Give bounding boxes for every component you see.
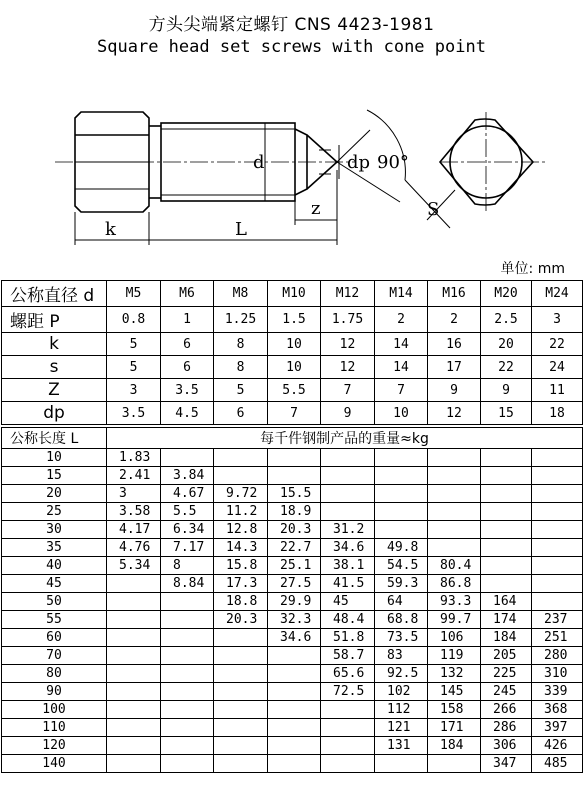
weight-cell: 347 (481, 755, 532, 773)
spec-row (2, 402, 583, 425)
spec-row-label: 公称直径 d (2, 281, 107, 307)
spec-row-label: Z (2, 379, 107, 402)
weight-cell: 119 (428, 647, 481, 665)
spec-cell: 4.5 (161, 402, 214, 425)
weight-cell (428, 521, 481, 539)
spec-cell: M10 (268, 281, 321, 307)
spec-cell: 5 (107, 333, 161, 356)
weight-cell: 9.72 (214, 485, 268, 503)
spec-cell: M12 (321, 281, 375, 307)
weight-cell: 426 (532, 737, 583, 755)
weight-cell: 286 (481, 719, 532, 737)
weight-row (2, 611, 583, 629)
weight-cell (532, 521, 583, 539)
weight-cell (268, 647, 321, 665)
weight-cell (214, 719, 268, 737)
weight-cell (428, 539, 481, 557)
spec-cell: 17 (428, 356, 481, 379)
spec-cell: 7 (375, 379, 428, 402)
weight-cell: 368 (532, 701, 583, 719)
weight-cell: 65.6 (321, 665, 375, 683)
weight-cell: 17.3 (214, 575, 268, 593)
spec-cell: 14 (375, 333, 428, 356)
spec-cell: 24 (532, 356, 583, 379)
weight-cell (161, 593, 214, 611)
weight-cell (107, 593, 161, 611)
spec-row-label: dp (2, 402, 107, 425)
weight-cell: 72.5 (321, 683, 375, 701)
weight-cell (214, 665, 268, 683)
weight-row (2, 557, 583, 575)
weight-cell: 485 (532, 755, 583, 773)
weight-cell: 34.6 (268, 629, 321, 647)
weight-row (2, 575, 583, 593)
weight-cell (214, 647, 268, 665)
weight-cell (268, 467, 321, 485)
weight-length-cell: 25 (2, 503, 107, 521)
weight-length-cell: 20 (2, 485, 107, 503)
weight-cell (214, 467, 268, 485)
weight-length-cell: 10 (2, 449, 107, 467)
weight-length-cell: 45 (2, 575, 107, 593)
weight-cell: 29.9 (268, 593, 321, 611)
weight-cell: 45 (321, 593, 375, 611)
weight-cell (268, 683, 321, 701)
weight-row (2, 755, 583, 773)
weight-cell: 86.8 (428, 575, 481, 593)
weight-cell (214, 755, 268, 773)
spec-cell: 5 (214, 379, 268, 402)
weight-cell: 145 (428, 683, 481, 701)
weight-cell: 7.17 (161, 539, 214, 557)
weight-cell: 93.3 (428, 593, 481, 611)
weight-header-row (2, 428, 583, 449)
weight-cell (532, 575, 583, 593)
weight-row (2, 485, 583, 503)
weight-cell (481, 557, 532, 575)
weight-header: 每千件钢制产品的重量≈kg (107, 428, 583, 449)
weight-row (2, 737, 583, 755)
weight-cell: 68.8 (375, 611, 428, 629)
weight-cell (107, 719, 161, 737)
spec-cell: 0.8 (107, 307, 161, 333)
weight-cell (268, 449, 321, 467)
spec-cell: 1.5 (268, 307, 321, 333)
weight-cell (107, 683, 161, 701)
weight-length-cell: 80 (2, 665, 107, 683)
weight-cell (268, 719, 321, 737)
weight-cell (532, 467, 583, 485)
weight-cell (481, 521, 532, 539)
weight-cell (375, 755, 428, 773)
spec-row (2, 379, 583, 402)
weight-cell (107, 737, 161, 755)
weight-cell: 31.2 (321, 521, 375, 539)
weight-cell (161, 701, 214, 719)
spec-row-label: 螺距 P (2, 307, 107, 333)
weight-cell: 15.5 (268, 485, 321, 503)
weight-cell (214, 701, 268, 719)
label-L: L (235, 219, 247, 240)
weight-length-cell: 140 (2, 755, 107, 773)
weight-cell (161, 755, 214, 773)
weight-length-cell: 50 (2, 593, 107, 611)
spec-cell: M20 (481, 281, 532, 307)
weight-cell (107, 629, 161, 647)
spec-cell: 1.75 (321, 307, 375, 333)
weight-cell (428, 467, 481, 485)
weight-cell (321, 701, 375, 719)
weight-cell: 251 (532, 629, 583, 647)
weight-table (1, 427, 583, 773)
weight-cell: 92.5 (375, 665, 428, 683)
weight-cell (161, 647, 214, 665)
spec-cell: 15 (481, 402, 532, 425)
weight-cell (321, 719, 375, 737)
spec-cell: 8 (214, 356, 268, 379)
weight-cell: 32.3 (268, 611, 321, 629)
weight-cell: 48.4 (321, 611, 375, 629)
spec-cell: 22 (481, 356, 532, 379)
spec-cell: 3.5 (161, 379, 214, 402)
weight-cell: 58.7 (321, 647, 375, 665)
weight-cell: 12.8 (214, 521, 268, 539)
weight-cell: 6.34 (161, 521, 214, 539)
weight-cell (532, 593, 583, 611)
weight-cell (375, 503, 428, 521)
weight-cell (268, 755, 321, 773)
weight-cell (481, 467, 532, 485)
spec-cell: 1 (161, 307, 214, 333)
label-d: d (253, 152, 265, 173)
spec-cell: 5 (107, 356, 161, 379)
spec-cell: 22 (532, 333, 583, 356)
spec-row-label: s (2, 356, 107, 379)
weight-cell: 112 (375, 701, 428, 719)
weight-cell: 171 (428, 719, 481, 737)
weight-length-cell: 120 (2, 737, 107, 755)
weight-cell: 205 (481, 647, 532, 665)
weight-cell: 339 (532, 683, 583, 701)
weight-cell: 11.2 (214, 503, 268, 521)
weight-cell: 59.3 (375, 575, 428, 593)
spec-cell: 11 (532, 379, 583, 402)
weight-cell (481, 449, 532, 467)
weight-cell (107, 665, 161, 683)
weight-cell: 5.34 (107, 557, 161, 575)
weight-cell (481, 539, 532, 557)
weight-cell: 15.8 (214, 557, 268, 575)
weight-cell: 41.5 (321, 575, 375, 593)
weight-cell: 237 (532, 611, 583, 629)
weight-cell: 83 (375, 647, 428, 665)
weight-cell: 8.84 (161, 575, 214, 593)
spec-row (2, 333, 583, 356)
weight-cell: 64 (375, 593, 428, 611)
spec-cell: 18 (532, 402, 583, 425)
weight-cell (321, 755, 375, 773)
weight-cell: 4.17 (107, 521, 161, 539)
weight-cell: 4.67 (161, 485, 214, 503)
spec-cell: M8 (214, 281, 268, 307)
weight-cell: 20.3 (268, 521, 321, 539)
weight-cell: 1.83 (107, 449, 161, 467)
weight-cell (214, 449, 268, 467)
weight-length-cell: 60 (2, 629, 107, 647)
weight-cell (161, 611, 214, 629)
weight-row (2, 683, 583, 701)
weight-cell (428, 755, 481, 773)
weight-length-cell: 110 (2, 719, 107, 737)
weight-cell: 245 (481, 683, 532, 701)
weight-cell (161, 449, 214, 467)
weight-length-cell: 70 (2, 647, 107, 665)
weight-row (2, 701, 583, 719)
weight-cell (321, 485, 375, 503)
spec-row-label: k (2, 333, 107, 356)
weight-cell: 38.1 (321, 557, 375, 575)
spec-cell: 12 (321, 356, 375, 379)
spec-cell: 10 (375, 402, 428, 425)
spec-cell: M16 (428, 281, 481, 307)
unit-label: 单位: mm (500, 261, 565, 277)
spec-cell: 9 (481, 379, 532, 402)
label-angle: 90° (377, 152, 409, 173)
weight-cell: 49.8 (375, 539, 428, 557)
spec-table (1, 280, 583, 425)
weight-row (2, 593, 583, 611)
weight-cell: 4.76 (107, 539, 161, 557)
weight-row (2, 539, 583, 557)
weight-length-cell: 35 (2, 539, 107, 557)
weight-cell: 54.5 (375, 557, 428, 575)
spec-cell: M24 (532, 281, 583, 307)
weight-cell: 184 (428, 737, 481, 755)
weight-cell (107, 647, 161, 665)
weight-cell: 106 (428, 629, 481, 647)
weight-cell: 280 (532, 647, 583, 665)
spec-cell: M14 (375, 281, 428, 307)
spec-row (2, 307, 583, 333)
weight-cell: 131 (375, 737, 428, 755)
weight-cell: 3 (107, 485, 161, 503)
length-header: 公称长度 L (2, 428, 107, 449)
spec-cell: 8 (214, 333, 268, 356)
spec-row (2, 356, 583, 379)
weight-row (2, 719, 583, 737)
weight-cell (321, 467, 375, 485)
screw-technical-drawing (55, 90, 575, 255)
weight-cell (428, 485, 481, 503)
weight-cell: 121 (375, 719, 428, 737)
weight-cell (481, 575, 532, 593)
spec-cell: 12 (428, 402, 481, 425)
spec-cell: 2.5 (481, 307, 532, 333)
weight-cell: 20.3 (214, 611, 268, 629)
weight-row (2, 647, 583, 665)
spec-cell: 7 (268, 402, 321, 425)
weight-length-cell: 30 (2, 521, 107, 539)
weight-cell (161, 719, 214, 737)
weight-cell (268, 701, 321, 719)
weight-cell: 132 (428, 665, 481, 683)
weight-cell (107, 611, 161, 629)
weight-cell: 184 (481, 629, 532, 647)
label-z: z (311, 198, 321, 219)
weight-cell: 99.7 (428, 611, 481, 629)
spec-cell: 16 (428, 333, 481, 356)
weight-cell: 3.58 (107, 503, 161, 521)
weight-cell: 397 (532, 719, 583, 737)
spec-cell: 6 (161, 333, 214, 356)
weight-cell: 34.6 (321, 539, 375, 557)
weight-cell: 158 (428, 701, 481, 719)
weight-cell: 25.1 (268, 557, 321, 575)
weight-length-cell: 15 (2, 467, 107, 485)
weight-cell (107, 575, 161, 593)
weight-cell: 306 (481, 737, 532, 755)
weight-row (2, 449, 583, 467)
weight-cell (161, 629, 214, 647)
weight-length-cell: 55 (2, 611, 107, 629)
title-english: Square head set screws with cone point (97, 37, 486, 57)
weight-cell: 73.5 (375, 629, 428, 647)
weight-cell: 102 (375, 683, 428, 701)
spec-cell: 3 (107, 379, 161, 402)
weight-cell: 27.5 (268, 575, 321, 593)
weight-cell (107, 701, 161, 719)
spec-cell: 2 (428, 307, 481, 333)
spec-cell: 3 (532, 307, 583, 333)
weight-cell (214, 629, 268, 647)
weight-cell: 8 (161, 557, 214, 575)
weight-cell (481, 485, 532, 503)
weight-row (2, 467, 583, 485)
weight-cell: 5.5 (161, 503, 214, 521)
spec-cell: 6 (214, 402, 268, 425)
weight-cell: 174 (481, 611, 532, 629)
spec-cell: 9 (428, 379, 481, 402)
weight-length-cell: 40 (2, 557, 107, 575)
spec-cell: 10 (268, 333, 321, 356)
spec-cell: M6 (161, 281, 214, 307)
spec-cell: 9 (321, 402, 375, 425)
weight-cell: 18.8 (214, 593, 268, 611)
weight-cell: 266 (481, 701, 532, 719)
weight-row (2, 629, 583, 647)
weight-length-cell: 90 (2, 683, 107, 701)
weight-cell: 2.41 (107, 467, 161, 485)
weight-cell: 310 (532, 665, 583, 683)
weight-row (2, 503, 583, 521)
spec-cell: 6 (161, 356, 214, 379)
weight-cell (375, 485, 428, 503)
spec-cell: 14 (375, 356, 428, 379)
weight-cell: 225 (481, 665, 532, 683)
weight-cell (161, 665, 214, 683)
weight-cell: 80.4 (428, 557, 481, 575)
weight-cell (107, 755, 161, 773)
weight-cell: 14.3 (214, 539, 268, 557)
weight-row (2, 665, 583, 683)
label-k: k (105, 219, 116, 240)
title-chinese: 方头尖端紧定螺钉 CNS 4423-1981 (148, 15, 435, 35)
label-dp: dp (347, 152, 371, 173)
weight-cell (214, 737, 268, 755)
spec-cell: 12 (321, 333, 375, 356)
weight-cell (321, 503, 375, 521)
spec-cell: 10 (268, 356, 321, 379)
weight-cell: 51.8 (321, 629, 375, 647)
label-S: S (427, 199, 440, 220)
spec-cell: 5.5 (268, 379, 321, 402)
spec-cell: 3.5 (107, 402, 161, 425)
weight-cell (532, 557, 583, 575)
weight-cell (532, 503, 583, 521)
weight-cell: 164 (481, 593, 532, 611)
spec-cell: 7 (321, 379, 375, 402)
weight-cell (321, 737, 375, 755)
spec-cell: 1.25 (214, 307, 268, 333)
spec-row (2, 281, 583, 307)
weight-cell: 3.84 (161, 467, 214, 485)
weight-cell (428, 449, 481, 467)
spec-cell: M5 (107, 281, 161, 307)
weight-cell (321, 449, 375, 467)
weight-cell (214, 683, 268, 701)
weight-cell (532, 449, 583, 467)
weight-cell: 18.9 (268, 503, 321, 521)
weight-cell (161, 737, 214, 755)
weight-row (2, 521, 583, 539)
weight-cell (268, 665, 321, 683)
weight-cell (375, 521, 428, 539)
weight-cell (532, 485, 583, 503)
weight-length-cell: 100 (2, 701, 107, 719)
spec-cell: 20 (481, 333, 532, 356)
weight-cell (428, 503, 481, 521)
weight-cell (375, 467, 428, 485)
weight-cell: 22.7 (268, 539, 321, 557)
spec-cell: 2 (375, 307, 428, 333)
weight-cell (481, 503, 532, 521)
weight-cell (161, 683, 214, 701)
weight-cell (375, 449, 428, 467)
weight-cell (268, 737, 321, 755)
weight-cell (532, 539, 583, 557)
